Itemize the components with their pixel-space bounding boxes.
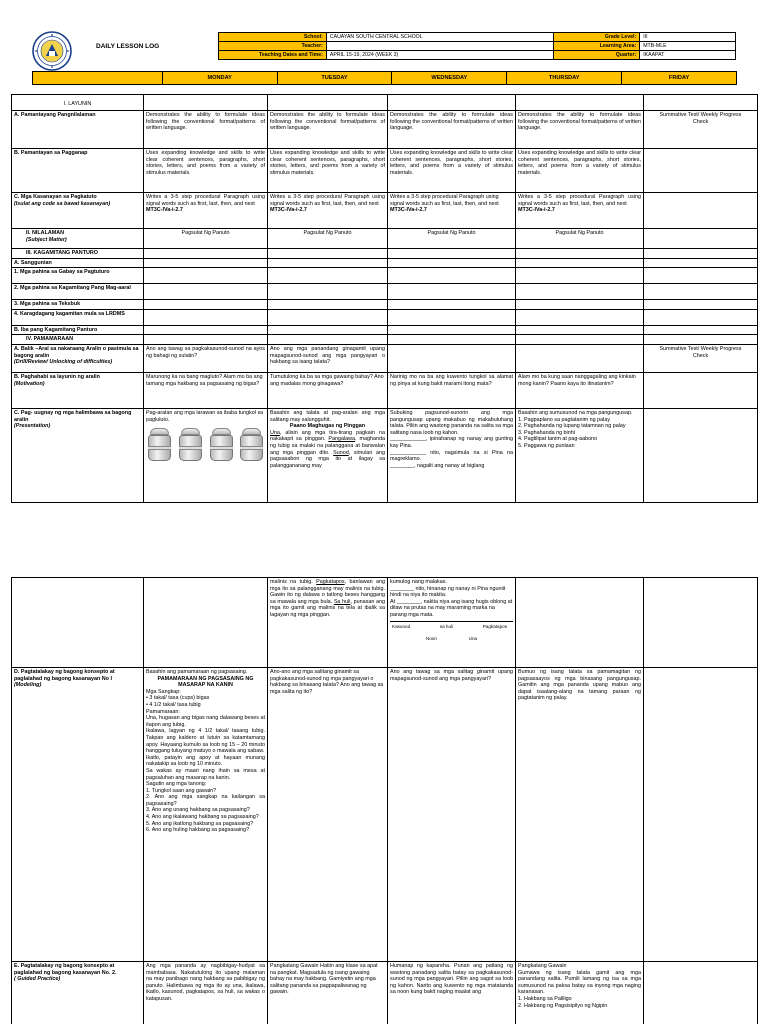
row-b-wed: Uses expanding knowledge and skills to write clear coherent sentences, paragraphs, short stories, letters, and poems from a variety of stimulus materials.	[388, 149, 516, 193]
balik-fri: Summative Test/ Weekly Progress Check	[644, 344, 758, 372]
row-e-wed: Humanap ng kapareha. Punan ang patlang ng wastong panadang salita batay sa pagkakasunod-sunod ng mga pangyayari. Piliin ang sagot sa loob ng kahon. Narito ang kuwento ng mga matatanda sa noon kung bakit naging maalat ang	[388, 962, 516, 1024]
row-a-thu: Demonstrates the ability to formulate ideas following the conventional format/patterns of written language.	[516, 111, 644, 149]
row-d-sub: (Modeling)	[14, 682, 42, 689]
paguugnay-tue-intro: Basahin ang talata at pag-aralan ang mga salitang may salungguhit.	[270, 409, 385, 423]
paguugnay-thu-item: 4. Pagtilipat tanim at pag-aabono	[518, 436, 598, 443]
continuation-wed-line: At ________, nakita niya ang isang hugis oblong at dilaw na prutas na may maraming marka na parang mga mata.	[390, 598, 513, 618]
row-a-fri: Summative Test/ Weekly Progress Check	[644, 111, 758, 149]
signal-word: Sa huli	[333, 598, 351, 605]
paghahabi-thu: Alam mo ba kung saan nanggagaling ang kinkain mong kanin? Paano kaya ito itinatanim?	[516, 372, 644, 408]
procedure-line: Sa wakas ay maari nang ihain sa mesa at pagsaluhan ang masarap na kanin.	[146, 767, 265, 781]
row-b-tue: Uses expanding knowledge and skills to write clear coherent sentences, paragraphs, short stories, letters, and poems from a variety of stimulus materials.	[268, 149, 388, 193]
row-e-thu	[516, 962, 644, 1024]
days-blank	[33, 72, 163, 85]
row-e-label: E. Pagtatalakay ng bagong konsepto at paglalahad ng bagong kasanayan No. 2.	[14, 963, 117, 976]
balik-tue: Ano ang mga panandang ginagamit upang mapagsunod-sunod ang mga pangyayari o hakbang sa isang talata?	[268, 344, 388, 372]
teksbuk-label: 3. Mga pahina sa Teksbuk	[12, 300, 144, 310]
layunin-heading: I. LAYUNIN	[12, 95, 144, 111]
school-label: School:	[219, 33, 327, 42]
procedure-line: Ikalawa, lagyan ng 4 1/2 takal/ tasang tubig. Takpan ang kaldero at lutuin sa katamtamang apoy. Hayaang kumulo sa loob ng 15 – 20 minuto hanggang tuluyang matuyo o mawala ang sabaw.	[146, 728, 265, 755]
paguugnay-mon	[144, 408, 268, 502]
area-label: Learning Area:	[554, 42, 640, 51]
procedure-line: 2. Ano ang mga sangkap na kailangan sa pagsasaing?	[146, 794, 265, 807]
document-title: DAILY LESSON LOG	[96, 43, 160, 50]
procedure-line: 5. Ano ang ikatlong hakbang sa pagsasaing?	[146, 820, 254, 827]
paguugnay-thu	[516, 408, 644, 502]
paguugnay-wed	[388, 408, 516, 502]
kagamitang-mag-label: 2. Mga pahina sa Kagamitang Pang Mag-aaral	[12, 284, 144, 300]
continuation-tue	[268, 578, 388, 668]
days-header	[32, 71, 737, 85]
quarter-value: IKAAPAT	[640, 51, 736, 60]
procedure-line: Sagutin ang mga tanong:	[146, 781, 207, 788]
pamamaraan-heading: IV. PAMAMARAAN	[12, 335, 144, 345]
paghahabi-wed: Narinig mo na ba ang kuwento tungkol sa alamat ng pinya at kung bakit marami itong mata?	[388, 372, 516, 408]
balik-sub: (Drill/Review/ Unlocking of difficulties)	[14, 359, 113, 366]
paguugnay-wed-blank2: ____________ nito, nagsimula na si Pina na magreklamo.	[390, 449, 513, 463]
day-friday: FRIDAY	[622, 72, 737, 85]
row-d-mon-title: PAMAMARAAN NG PAGSASAING NG MASARAP NA KANIN	[157, 675, 254, 689]
row-e-sub: ( Guided Practice)	[14, 976, 61, 983]
iba-label: B. Iba pang Kagamitang Panturo	[12, 325, 144, 335]
nilalaman-cell	[12, 229, 144, 249]
day-wednesday: WEDNESDAY	[392, 72, 507, 85]
body-text: , punasan ang mga ito gamit ang malinis na tela at ibalik sa lagayan ng mga pinggan.	[270, 598, 386, 618]
row-d-label-cell	[12, 668, 144, 962]
deped-seal-icon	[32, 31, 72, 71]
paguugnay-thu-intro: Basahin ang sumusunod na mga pangungusap.	[518, 409, 633, 416]
day-monday: MONDAY	[162, 72, 277, 85]
row-e-mon: Ang mga pananda ay nagbibigay-hudyat sa mambabasa. Nakatutulong ito upang malaman na may panibago nang hakbang sa pabibigay ng panuto. Halimbawa ng mga ito ay una, ikalawa, ikatlo, kasunod, pagkatapos, sa huli, sa wakas o katapusan.	[144, 962, 268, 1024]
row-a-tue: Demonstrates the ability to formulate ideas following the conventional format/patterns of written language.	[268, 111, 388, 149]
continuation-wed-line: ________ nito, hinanap ng nanay ni Pina nguniit hindi na niya ito makita.	[390, 585, 506, 599]
row-c-mon	[144, 193, 268, 229]
row-c-wed	[388, 193, 516, 229]
signal-word: Una	[270, 429, 280, 436]
header-info-table	[218, 32, 736, 60]
row-c-wed-code: MT3C-IVa-i-2.7	[390, 207, 427, 214]
dates-label: Teaching Dates and Time:	[219, 51, 327, 60]
word-option: Pagkatapos	[482, 623, 507, 629]
row-c-wed-text: Writes a 3-5 step procedural Paragraph using signal words such as first, last, then, and next	[390, 194, 499, 207]
day-tuesday: TUESDAY	[277, 72, 392, 85]
grade-value: III	[640, 33, 736, 42]
row-d-thu: Bumuo ng isang talata sa pamamagitan ng pagsasaayos ng mga binasang pangungusap. Gamitin ang mga pananda upang mabuo ang dapat isaalang-alang na tamang paraan ng pagtatanim ng palay.	[516, 668, 644, 962]
body-text: , simulan ang pagsasabon ng mga ito at ilagay sa palanggananang may	[270, 449, 385, 469]
word-option: Una	[468, 636, 478, 642]
row-c-mon-text: Writes a 3-5 step procedural Paragraph using signal words such as first, last, then, and next	[146, 194, 265, 207]
row-b-label: B. Pamantayan sa Pagganap	[12, 149, 144, 193]
paguugnay-thu-item: 5. Paggawa ng punlaan	[518, 442, 575, 449]
kagamitan-heading: III. KAGAMITANG PANTURO	[12, 249, 144, 259]
paguugnay-wed-intro: Subuking pagsunod-sunorin ang mga pangungusap upang makabuo ng makabuluhang talata. Piliin ang wastong pananda na salita sa mga salitang nasa loob ng kahon.	[390, 409, 513, 436]
row-d-tue: Ano-ano ang mga salitang ginamit sa pagkakasunod-sunod ng mga pangyayari o hakbang sa binasang talata? Ano ang tawag sa mga salita ng ito?	[268, 668, 388, 962]
gabay-label: 1. Mga pahina sa Gabay sa Pagtuturo	[12, 268, 144, 284]
row-c-sub: (Isulat ang code sa bawat kasanayan)	[14, 200, 111, 207]
lrdms-label: 4. Karagdagang kagamitan mula sa LRDMS	[12, 309, 144, 325]
rice-cooker-images	[146, 426, 265, 466]
dates-value: APRIL 15-19, 2024 (WEEK 3)	[326, 51, 554, 60]
procedure-line: Pamamaraan:	[146, 708, 180, 715]
row-c-label-cell	[12, 193, 144, 229]
row-d-wed: Ano ang tawag sa mga salitag ginamit upang mapagsunod-sunod ang mga pangyayari?	[388, 668, 516, 962]
row-c-label: C. Mga Kasanayan sa Pagkatuto	[14, 194, 97, 200]
procedure-line: 1. Tungkol saan ang gawain?	[146, 787, 217, 794]
signal-word: Sunod	[333, 449, 349, 456]
row-b-thu: Uses expanding knowledge and skills to write clear coherent sentences, paragraphs, short stories, letters, and poems from a variety of stimulus materials.	[516, 149, 644, 193]
row-c-tue-code: MT3C-IVa-i-2.7	[270, 207, 307, 214]
teacher-label: Teacher:	[219, 42, 327, 51]
row-a-label: A. Pamantayang Pangnilalaman	[12, 111, 144, 149]
word-option: Noon	[425, 636, 437, 642]
row-e-label-cell	[12, 962, 144, 1024]
paguugnay-thu-item: 2. Paghahanda ng lupang tatamnan ng palay	[518, 423, 626, 430]
word-box-row	[390, 622, 513, 631]
row-e-tue: Pangkatang Gawain Hatiin ang klase sa apat na pangkat. Magsadula ng isang gawaing bahay na may hakbang. Gamiyetin ang mga salitang pananda sa pagpapaliwanag ng gawain.	[268, 962, 388, 1024]
body-text: , banlawan ang mga ito sa palangganang may malinis na tubig. Gawin ito ng dalawa o tatlong beses hanggang sa mawala ang mga bula.	[270, 579, 386, 605]
row-c-tue-text: Writes a 3-5 step procedural Paragraph using signal words such as first, last, then, and next	[270, 194, 385, 207]
paguugnay-tue-body	[270, 430, 385, 470]
area-value: MTB-MLE	[640, 42, 736, 51]
balik-label: A. Balik –Aral sa nakaraang Aralin o pasimula sa bagong aralin	[14, 345, 139, 359]
word-option: Kasunod	[392, 623, 411, 629]
pagsulat-tue: Pagsulat Ng Panuto	[268, 229, 388, 249]
lesson-table-page2	[11, 577, 758, 1024]
paghahabi-sub: (Motivation)	[14, 380, 45, 387]
rice-cooker-image	[238, 426, 265, 466]
continuation-wed	[388, 578, 516, 668]
paghahabi-label-cell	[12, 372, 144, 408]
row-c-thu-code: MT3C-IVa-i-2.7	[518, 207, 555, 214]
paguugnay-thu-item: 1. Pagpaplano sa pagtatanim ng palay	[518, 416, 611, 423]
pagsulat-wed: Pagsulat Ng Panuto	[388, 229, 516, 249]
teacher-value	[326, 42, 554, 51]
paguugnay-label-cell	[12, 408, 144, 502]
body-text: , alisin ang mga tira-tirang pagkain na nakakapit sa pinggan.	[270, 429, 385, 443]
procedure-line: • 4 1/2 takal/ tasa tubig	[146, 701, 201, 708]
row-d-mon-intro: Basahin ang pamamaraan ng pagsasaing.	[146, 669, 248, 675]
paghahabi-tue: Tumutulong ka ba sa mga gawaing bahay? Ano ang madalas mong ginagawa?	[268, 372, 388, 408]
procedure-line: 4. Ano ang ikalawang hakbang sa pagsasaing?	[146, 814, 259, 821]
rice-cooker-image	[146, 426, 173, 466]
body-text: malinis na tubig.	[270, 579, 317, 585]
procedure-line: 6. Ano ang huling hakbang sa pagsasaing?	[146, 827, 250, 834]
word-box	[390, 621, 513, 643]
row-e-thu-text: Gumawa ng isang talata gamit ang mga panandang salita. Pumili lamang ng isa sa mga sumusunod na paksa batay sa inyong mga naging karanasan.	[518, 969, 641, 996]
paguugnay-mon-text: Pag-aralan ang mga larawan sa ibaba tungkol sa pagluluto.	[146, 409, 264, 423]
quarter-label: Quarter:	[554, 51, 640, 60]
row-d-mon	[144, 668, 268, 962]
paguugnay-sub: (Presentation)	[14, 423, 51, 430]
nilalaman-sub: (Subject Matter)	[26, 236, 67, 243]
row-c-thu-text: Writes a 3-5 step procedural Paragraph using signal words such as first, last, then, and next	[518, 194, 641, 207]
balik-label-cell	[12, 344, 144, 372]
row-a-wed: Demonstrates the ability to formulate ideas following the conventional format/patterns of written language.	[388, 111, 516, 149]
paghahabi-label: B. Paghahabi sa layunin ng aralin	[14, 373, 100, 380]
word-option: sa huli	[439, 623, 454, 629]
row-c-thu	[516, 193, 644, 229]
balik-mon: Ano ang tawag sa pagkakasunod-sunod na ayos ng bahagi ng sulatin?	[144, 344, 268, 372]
school-value: CAUAYAN SOUTH CENTRAL SCHOOL	[326, 33, 554, 42]
paguugnay-tue	[268, 408, 388, 502]
paghahabi-mon: Marunong ka na bang magluto? Alam mo ba ang tamang mga hakbang sa pagsasaing ng bigas?	[144, 372, 268, 408]
paguugnay-tue-title: Paano Maghugas ng Pinggan	[289, 423, 366, 430]
row-e-thu-item: 2. Hakbang ng Pagsisipilyo ng Ngipin	[518, 1002, 608, 1009]
row-d-label: D. Pagtatalakay ng bagong konsepto at paglalahad ng bagong kasanayan No I	[14, 669, 115, 682]
row-c-mon-code: MT3C-IVa-i-2.7	[146, 207, 183, 214]
lesson-table-page1	[11, 94, 758, 503]
procedure-line: 3. Ano ang unang hakbang sa pagsasaing?	[146, 807, 250, 814]
sanggunian-label: A. Sanggunian	[12, 258, 144, 268]
row-b-mon: Uses expanding knowledge and skills to write clear coherent sentences, paragraphs, short stories, letters, and poems from a variety of stimulus materials.	[144, 149, 268, 193]
pagsulat-mon: Pagsulat Ng Panuto	[144, 229, 268, 249]
signal-word: Pangalawa	[328, 436, 356, 443]
rice-cooker-image	[208, 426, 235, 466]
nilalaman-heading: II. NILALAMAN	[26, 230, 65, 236]
paguugnay-wed-blank3: ________, nagalit ang nanay at biglang	[390, 462, 485, 469]
procedure-line: Ikatlo, patayin ang apoy at hayaan munang nakatakip sa loob ng 10 minuto.	[146, 754, 265, 768]
day-thursday: THURSDAY	[507, 72, 622, 85]
row-c-tue	[268, 193, 388, 229]
continuation-wed-line: kumulog nang malakas.	[390, 579, 447, 585]
pagsulat-thu: Pagsulat Ng Panuto	[516, 229, 644, 249]
row-e-thu-item: 1. Hakbang sa Paliligo	[518, 995, 572, 1002]
paguugnay-wed-blank1: ____________, ipinahanap ng nanay ang gunting kay Pina.	[390, 436, 513, 449]
body-text: , maghanda ng tubig sa malaki na palanggana at banwalan ang mga pinggan dito.	[270, 436, 385, 456]
signal-word: Pagkatapos	[316, 579, 345, 585]
grade-label: Grade Level:	[554, 33, 640, 42]
paguugnay-label: C. Pag- uugnay ng mga halimbawa sa bagong aralin	[14, 409, 132, 423]
paguugnay-thu-item: 3. Paghahanda ng binhi	[518, 429, 575, 436]
procedure-line: Una, hugasan ang bigas nang dalawang beses at itapon ang tubig.	[146, 715, 265, 728]
procedure-line: Mga Sangkap:	[146, 688, 181, 695]
procedure-line: • 3 takal/ tasa (cups) bigas	[146, 695, 210, 702]
row-a-mon: Demonstrates the ability to formulate ideas following the conventional format/patterns of written language.	[144, 111, 268, 149]
row-e-thu-title: Pangkatang Gawain	[518, 963, 567, 969]
rice-cooker-image	[177, 426, 204, 466]
word-box-row	[390, 630, 513, 643]
